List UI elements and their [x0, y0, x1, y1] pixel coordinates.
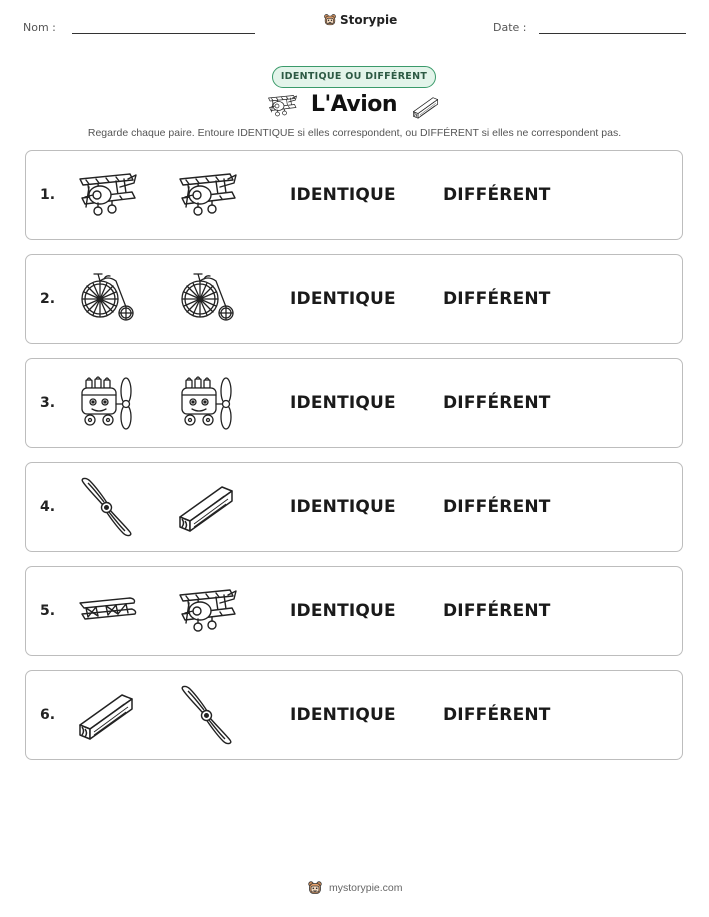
row-number: 1.	[40, 187, 56, 203]
option-different[interactable]: DIFFÉRENT	[443, 393, 551, 413]
option-identique[interactable]: IDENTIQUE	[290, 185, 396, 205]
brand-name: Storypie	[340, 13, 398, 27]
propeller-icon	[76, 477, 138, 537]
exercise-row-4	[25, 462, 683, 552]
option-identique[interactable]: IDENTIQUE	[290, 705, 396, 725]
row-number: 2.	[40, 291, 56, 307]
footer-url[interactable]: mystorypie.com	[329, 882, 403, 894]
exercise-row-5	[25, 566, 683, 656]
row-number: 5.	[40, 603, 56, 619]
row-number: 3.	[40, 395, 56, 411]
footer	[307, 880, 403, 896]
biplane-icon	[76, 165, 138, 225]
option-different[interactable]: DIFFÉRENT	[443, 289, 551, 309]
exercise-row-1	[25, 150, 683, 240]
penny-farthing-icon	[76, 269, 138, 329]
penny-farthing-icon	[176, 269, 238, 329]
wood-plank-icon	[176, 477, 238, 537]
row-number: 4.	[40, 499, 56, 515]
date-line[interactable]	[539, 33, 686, 34]
exercise-row-2	[25, 254, 683, 344]
option-different[interactable]: DIFFÉRENT	[443, 705, 551, 725]
biplane-icon	[176, 581, 238, 641]
page-title: L'Avion	[310, 92, 398, 117]
bear-logo-icon	[307, 880, 323, 896]
wood-plank-icon	[76, 685, 138, 745]
brand-logo	[323, 13, 397, 27]
worksheet-type-badge: IDENTIQUE OU DIFFÉRENT	[272, 66, 436, 88]
engine-icon	[176, 373, 238, 433]
instructions: Regarde chaque paire. Entoure IDENTIQUE si elles correspondent, ou DIFFÉRENT si elles ne correspondent pas.	[87, 127, 622, 139]
option-different[interactable]: DIFFÉRENT	[443, 601, 551, 621]
wing-icon	[76, 581, 138, 641]
row-number: 6.	[40, 707, 56, 723]
name-line[interactable]	[72, 33, 255, 34]
date-label: Date :	[493, 21, 527, 34]
title-block	[264, 91, 444, 125]
wood-plank-icon	[408, 93, 444, 121]
name-label: Nom :	[23, 21, 56, 34]
biplane-icon	[176, 165, 238, 225]
option-identique[interactable]: IDENTIQUE	[290, 601, 396, 621]
exercise-row-6	[25, 670, 683, 760]
exercise-row-3	[25, 358, 683, 448]
engine-icon	[76, 373, 138, 433]
bear-logo-icon	[323, 13, 337, 27]
option-different[interactable]: DIFFÉRENT	[443, 497, 551, 517]
option-different[interactable]: DIFFÉRENT	[443, 185, 551, 205]
option-identique[interactable]: IDENTIQUE	[290, 393, 396, 413]
option-identique[interactable]: IDENTIQUE	[290, 289, 396, 309]
propeller-icon	[176, 685, 238, 745]
option-identique[interactable]: IDENTIQUE	[290, 497, 396, 517]
